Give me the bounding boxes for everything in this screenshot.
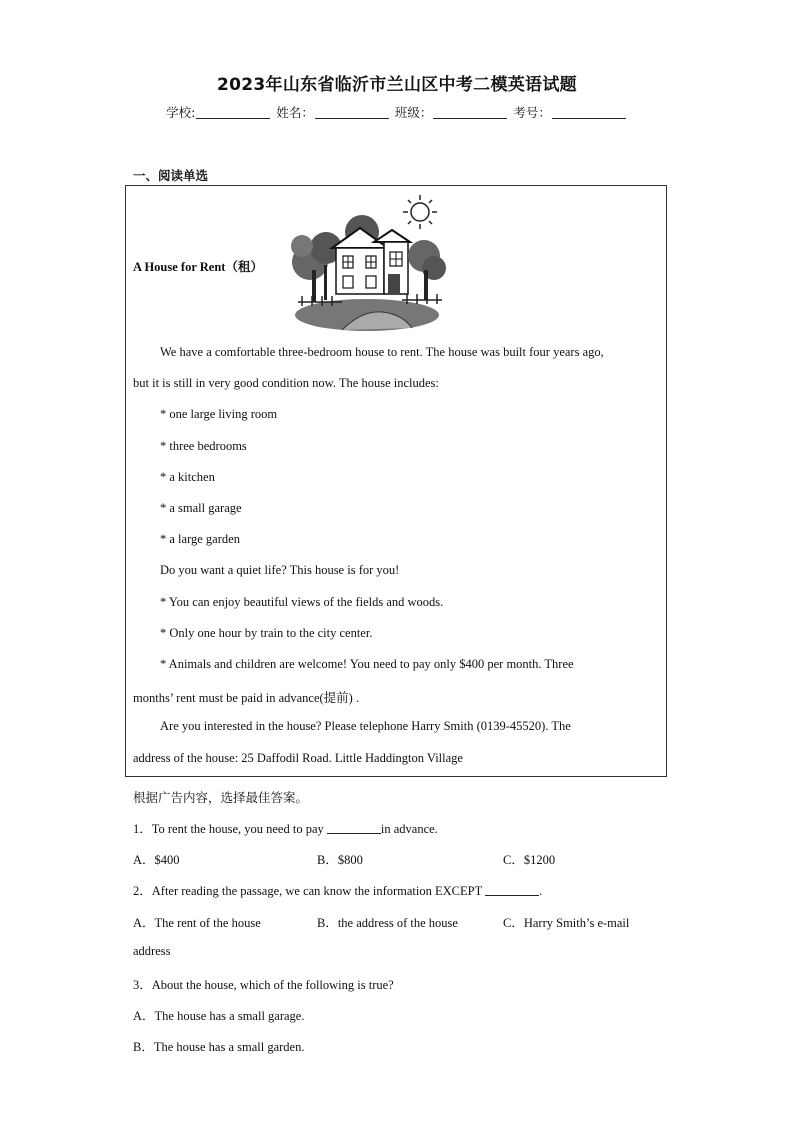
instructions: 根据广告内容，选择最佳答案。 <box>133 790 309 805</box>
school-blank[interactable] <box>196 106 270 119</box>
question-1-stem <box>133 819 438 837</box>
question-2-option-b[interactable]: B．the address of the house <box>317 916 458 930</box>
sun-icon <box>403 195 437 229</box>
name-blank[interactable] <box>315 106 389 119</box>
number-blank[interactable] <box>552 106 626 119</box>
question-2-text-end: . <box>539 884 543 898</box>
passage-line: but it is still in very good condition now. The house includes: <box>133 376 439 390</box>
passage-line: * Only one hour by train to the city center. <box>160 626 373 640</box>
question-1-option-b[interactable]: B．$800 <box>317 853 363 867</box>
passage-line: months’ rent must be paid in advance(提前) . <box>133 691 360 705</box>
passage-line: * You can enjoy beautiful views of the fields and woods. <box>160 595 444 609</box>
question-2-option-a[interactable]: A．The rent of the house <box>133 916 261 930</box>
question-3-option-a[interactable]: A．The house has a small garage. <box>133 1009 305 1023</box>
passage-line: We have a comfortable three-bedroom house to rent. The house was built four years ago, <box>160 345 604 359</box>
passage-line: address of the house: 25 Daffodil Road. Little Haddington Village <box>133 751 463 765</box>
passage-line: * a small garage <box>160 501 242 515</box>
passage-line: Are you interested in the house? Please telephone Harry Smith (0139-45520). The <box>160 719 571 733</box>
question-3-option-b[interactable]: B．The house has a small garden. <box>133 1040 305 1054</box>
student-info-row <box>0 103 794 121</box>
question-2-text: 2．After reading the passage, we can know the information EXCEPT <box>133 884 486 898</box>
question-1-option-a[interactable]: A．$400 <box>133 853 180 867</box>
class-label: 班级： <box>394 105 433 120</box>
passage-line: * three bedrooms <box>160 439 247 453</box>
passage-line: * a large garden <box>160 532 240 546</box>
name-label: 姓名： <box>276 105 314 120</box>
school-label: 学校: <box>166 105 196 120</box>
answer-blank[interactable] <box>485 884 539 896</box>
question-3-stem: 3．About the house, which of the following is true? <box>133 978 394 992</box>
number-label: 考号： <box>513 105 551 120</box>
passage-line: * Animals and children are welcome! You need to pay only $400 per month. Three <box>160 657 574 671</box>
house-illustration <box>282 190 457 338</box>
question-2-option-c-continuation: address <box>133 944 171 958</box>
page-title: 2023年山东省临沂市兰山区中考二模英语试题 <box>217 75 577 95</box>
question-1-text: 1．To rent the house, you need to pay <box>133 822 327 836</box>
question-2-option-c[interactable]: C．Harry Smith’s e-mail <box>503 916 630 930</box>
answer-blank[interactable] <box>327 822 381 834</box>
question-1-text-end: in advance. <box>380 822 438 836</box>
passage-line: * a kitchen <box>160 470 215 484</box>
passage-line: Do you want a quiet life? This house is for you! <box>160 563 400 577</box>
section-title: 一、阅读单选 <box>133 168 209 183</box>
passage-line: * one large living room <box>160 407 278 421</box>
question-2-stem <box>133 881 542 899</box>
question-1-option-c[interactable]: C．$1200 <box>503 853 556 867</box>
class-blank[interactable] <box>433 106 507 119</box>
passage-heading: A House for Rent（租） <box>133 260 263 274</box>
